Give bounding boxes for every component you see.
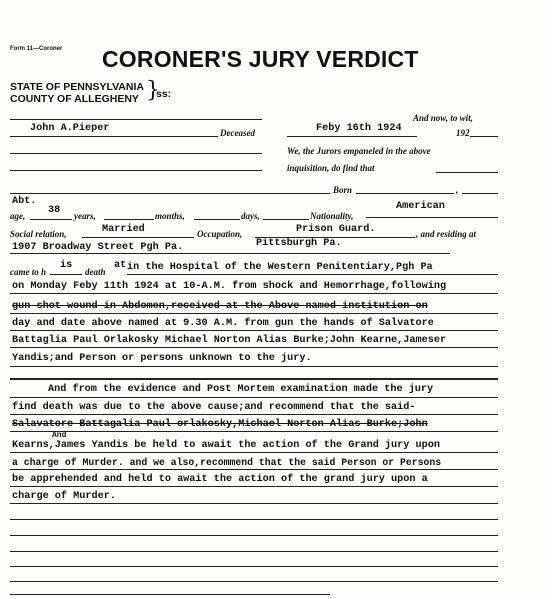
rule	[10, 414, 498, 415]
rule	[10, 347, 498, 348]
rule	[470, 136, 498, 137]
rule	[10, 594, 330, 595]
rule	[263, 219, 309, 220]
social-relation-label: Social relation,	[10, 229, 67, 239]
rule	[127, 274, 498, 275]
deceased-name: John A.Pieper	[30, 123, 110, 134]
age-label: age,	[10, 211, 26, 221]
rule	[10, 431, 498, 432]
verdict-line: a charge of Murder. and we also,recommend that the said Person or Persons	[12, 457, 442, 468]
city-value: Pittsburgh Pa.	[256, 238, 342, 249]
narrative-line: Yandis;and Person or persons unknown to the jury.	[12, 353, 312, 364]
rule	[366, 217, 498, 218]
residing-label: , and residing at	[416, 229, 477, 239]
at-mark: at	[114, 260, 127, 271]
verdict-line: be apprehended and held to await the action of the grand jury upon a	[12, 474, 428, 485]
years-label: years,	[74, 211, 96, 221]
and-insertion: And	[52, 431, 67, 440]
came-to-label: came to h	[10, 267, 46, 277]
county-label: COUNTY OF ALLEGHENY	[10, 93, 139, 105]
nationality-label: Nationality,	[310, 211, 354, 221]
rule	[30, 219, 72, 220]
rule	[10, 486, 498, 487]
rule	[82, 237, 194, 238]
age-value: 38	[48, 205, 61, 216]
verdict-date: Feby 16th 1924	[316, 123, 402, 134]
jurors-text-line1: We, the Jurors empaneled in the above	[287, 146, 431, 156]
ss-label: ss:	[156, 88, 172, 100]
rule	[104, 219, 154, 220]
rule	[10, 293, 498, 294]
section-divider	[10, 378, 498, 380]
narrative-line: in the Hospital of the Western Penitentiary,Pgh Pa	[127, 262, 433, 273]
brace-glyph: }	[146, 78, 160, 103]
months-label: months,	[155, 211, 185, 221]
jurors-text-line2: inquisition, do find that	[287, 163, 375, 173]
narrative-line: day and date above named at 9.30 A.M. from gun the hands of Salvatore	[12, 318, 434, 329]
rule	[10, 452, 498, 453]
rule	[10, 519, 498, 520]
rule	[194, 219, 240, 220]
rule	[10, 535, 498, 536]
rule	[462, 193, 498, 194]
verdict-line: Kearns,James Yandis be held to await the action of the Grand jury upon	[12, 440, 440, 451]
narrative-line: Battaglia Paul Orlakosky Michael Norton Alias Burke;John Kearne,Jameser	[12, 335, 447, 346]
occupation-label: Occupation,	[197, 229, 243, 239]
rule	[10, 503, 498, 504]
year-suffix: 192	[456, 128, 470, 138]
verdict-line: charge of Murder.	[12, 491, 116, 502]
rule	[10, 153, 262, 154]
rule	[436, 172, 498, 173]
rule	[10, 551, 498, 552]
death-label: death	[85, 267, 106, 277]
page-title: CORONER'S JURY VERDICT	[102, 46, 419, 72]
verdict-line: Salavatore Battagalia Paul orlakosky,Michael Norton Alias Burke;John	[12, 419, 428, 430]
rule	[10, 119, 262, 120]
occupation-value: Prison Guard.	[296, 224, 376, 235]
nationality-value: American	[396, 201, 445, 212]
rule	[10, 581, 498, 582]
rule	[10, 566, 498, 567]
narrative-line: on Monday Feby 11th 1924 at 10-A.M. from shock and Hemorrhage,following	[12, 281, 447, 292]
rule	[10, 253, 450, 254]
rule	[10, 366, 498, 367]
form-number: Form 11—Coroner	[10, 46, 63, 52]
verdict-line: find death was due to the above cause;and recommend that the said-	[12, 402, 416, 413]
rule	[10, 330, 498, 331]
state-label: STATE OF PENNSYLVANIA	[10, 81, 144, 93]
rule	[10, 469, 498, 470]
rule	[287, 136, 417, 137]
born-separator: ,	[456, 185, 459, 195]
rule	[10, 313, 498, 314]
rule	[50, 274, 82, 275]
social-relation-value: Married	[102, 224, 145, 235]
and-now-label: And now, to wit,	[413, 113, 473, 123]
deceased-label: Deceased	[220, 128, 255, 138]
days-label: days,	[241, 211, 260, 221]
rule	[10, 397, 498, 398]
narrative-line: gun shot wound in Abdomen,received at the Above named institution on	[12, 301, 428, 312]
rule	[10, 136, 218, 137]
rule	[10, 170, 262, 171]
address-value: 1907 Broadway Street Pgh Pa.	[12, 242, 184, 253]
born-label: Born	[333, 185, 353, 195]
rule	[10, 193, 330, 194]
verdict-line: And from the evidence and Post Mortem examination made the jury	[48, 384, 434, 395]
rule	[356, 193, 454, 194]
came-to-value: is	[60, 260, 73, 271]
abt-text: Abt.	[12, 196, 37, 207]
